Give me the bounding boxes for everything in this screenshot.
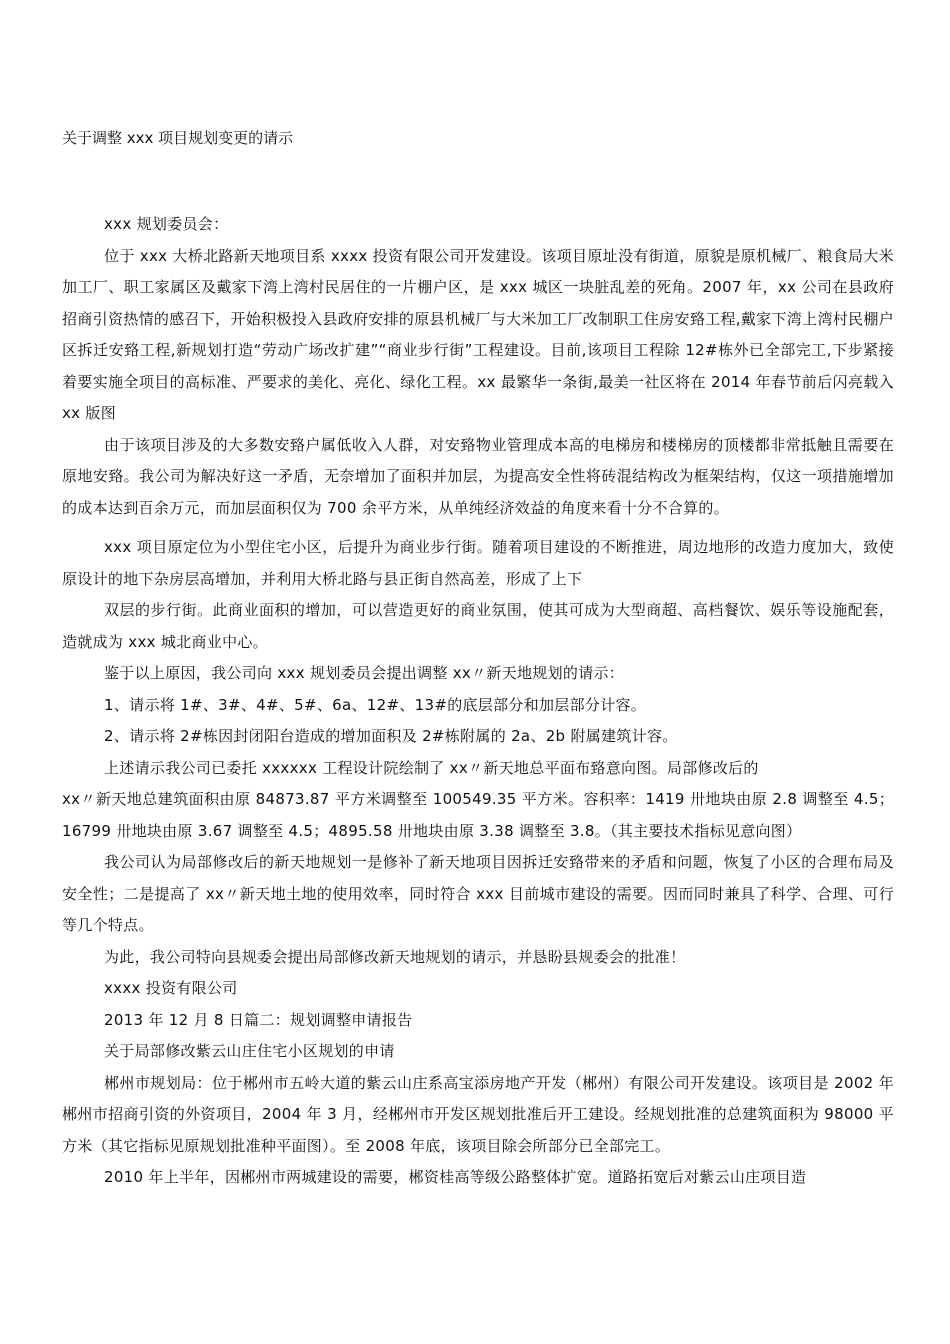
document-body bbox=[62, 209, 894, 1194]
paragraph-commercial-street: xxx 项目原定位为小型住宅小区，后提升为商业步行街。随着项目建设的不断推进，周边地形的改造力度加大，致使原设计的地下杂房层高增加，并利用大桥北路与县正街自然高差，形成了上下 bbox=[62, 538, 894, 588]
paragraph-double-layer-street: 双层的步行街。此商业面积的增加，可以营造更好的商业氛围，使其可成为大型商超、高档餐饮、娱乐等设施配套，造就成为 xxx 城北商业中心。 bbox=[62, 601, 894, 651]
salutation: xxx 规划委员会： bbox=[104, 215, 229, 233]
paragraph-request-intro: 鉴于以上原因，我公司向 xxx 规划委员会提出调整 xx〃新天地规划的请示： bbox=[104, 664, 625, 682]
paragraph-road-widening: 2010 年上半年，因郴州市两城建设的需要，郴资桂高等级公路整体扩宽。道路拓宽后对紫云山庄项目造 bbox=[104, 1168, 807, 1186]
paragraph-benefits: 我公司认为局部修改后的新天地规划一是修补了新天地项目因拆迁安臵带来的矛盾和问题，恢复了小区的合理布局及安全性；二是提高了 xx〃新天地土地的使用效率，同时符合 xxx 目前城市建设的需要。因而同时兼具了科学、合理、可行等几个特点。 bbox=[62, 853, 894, 934]
request-item-2: 2、请示将 2#栋因封闭阳台造成的增加面积及 2#栋附属的 2a、2b 附属建筑计容。 bbox=[104, 727, 678, 745]
paragraph-resettlement-cost: 由于该项目涉及的大多数安臵户属低收入人群，对安臵物业管理成本高的电梯房和楼梯房的顶楼都非常抵触且需要在原地安臵。我公司为解决好这一矛盾，无奈增加了面积并加层，为提高安全性将砖混结构改为框架结构，仅这一项措施增加的成本达到百余万元，而加层面积仅为 700 余平方米，从单纯经济效益的角度来看十分不合算的。 bbox=[62, 435, 894, 517]
paragraph-project-background: 位于 xxx 大桥北路新天地项目系 xxxx 投资有限公司开发建设。该项目原址没有街道，原貌是原机械厂、粮食局大米加工厂、职工家属区及戴家下湾上湾村民居住的一片棚户区，是 xxx 城区一块脏乱差的死角。2007 年，xx 公司在县政府招商引资热情的感召下，开始积极投入县政府安排的原县机械厂与大米加工厂改制职工住房安臵工程,戴家下湾上湾村民棚户区拆迁安臵工程,新规划打造“劳动广场改扩建”“商业步行街”工程建设。目前,该项目工程除 12#栋外已全部完工,下步紧接着要实施全项目的高标准、严要求的美化、亮化、绿化工程。xx 最繁华一条街,最美一社区将在 2014 年春节前后闪亮载入 xx 版图 bbox=[62, 246, 894, 422]
request-item-1: 1、请示将 1#、3#、4#、5#、6a、12#、13#的底层部分和加层部分计容。 bbox=[104, 695, 647, 714]
paragraph-closing-request: 为此，我公司特向县规委会提出局部修改新天地规划的请示，并恳盼县规委会的批准！ bbox=[104, 947, 686, 966]
paragraph-design-institute: 上述请示我公司已委托 xxxxxx 工程设计院绘制了 xx〃新天地总平面布臵意向图。局部修改后的 bbox=[104, 758, 759, 777]
document-title: 关于调整 xxx 项目规划变更的请示 bbox=[62, 129, 294, 147]
signature-company: xxxx 投资有限公司 bbox=[104, 979, 238, 997]
date-and-part-two-heading: 2013 年 12 月 8 日篇二：规划调整申请报告 bbox=[104, 1010, 413, 1029]
paragraph-ziyun-background: 郴州市规划局：位于郴州市五岭大道的紫云山庄系高宝添房地产开发（郴州）有限公司开发建设。该项目是 2002 年郴州市招商引资的外资项目，2004 年 3 月，经郴州市开发区规划批准后开工建设。经规划批准的总建筑面积为 98000 平方米（其它指标见原规划批准种平面图）。至 2008 年底，该项目除会所部分已全部完工。 bbox=[62, 1073, 894, 1155]
part-two-title: 关于局部修改紫云山庄住宅小区规划的申请 bbox=[104, 1042, 395, 1060]
paragraph-area-adjustment: xx〃新天地总建筑面积由原 84873.87 平方米调整至 100549.35 平方米。容积率：1419 卅地块由原 2.8 调整至 4.5；16799 卅地块由原 3.67 调整至 4.5；4895.58 卅地块由原 3.38 调整至 3.8。（其主要技术指标见意向图） bbox=[62, 790, 894, 840]
